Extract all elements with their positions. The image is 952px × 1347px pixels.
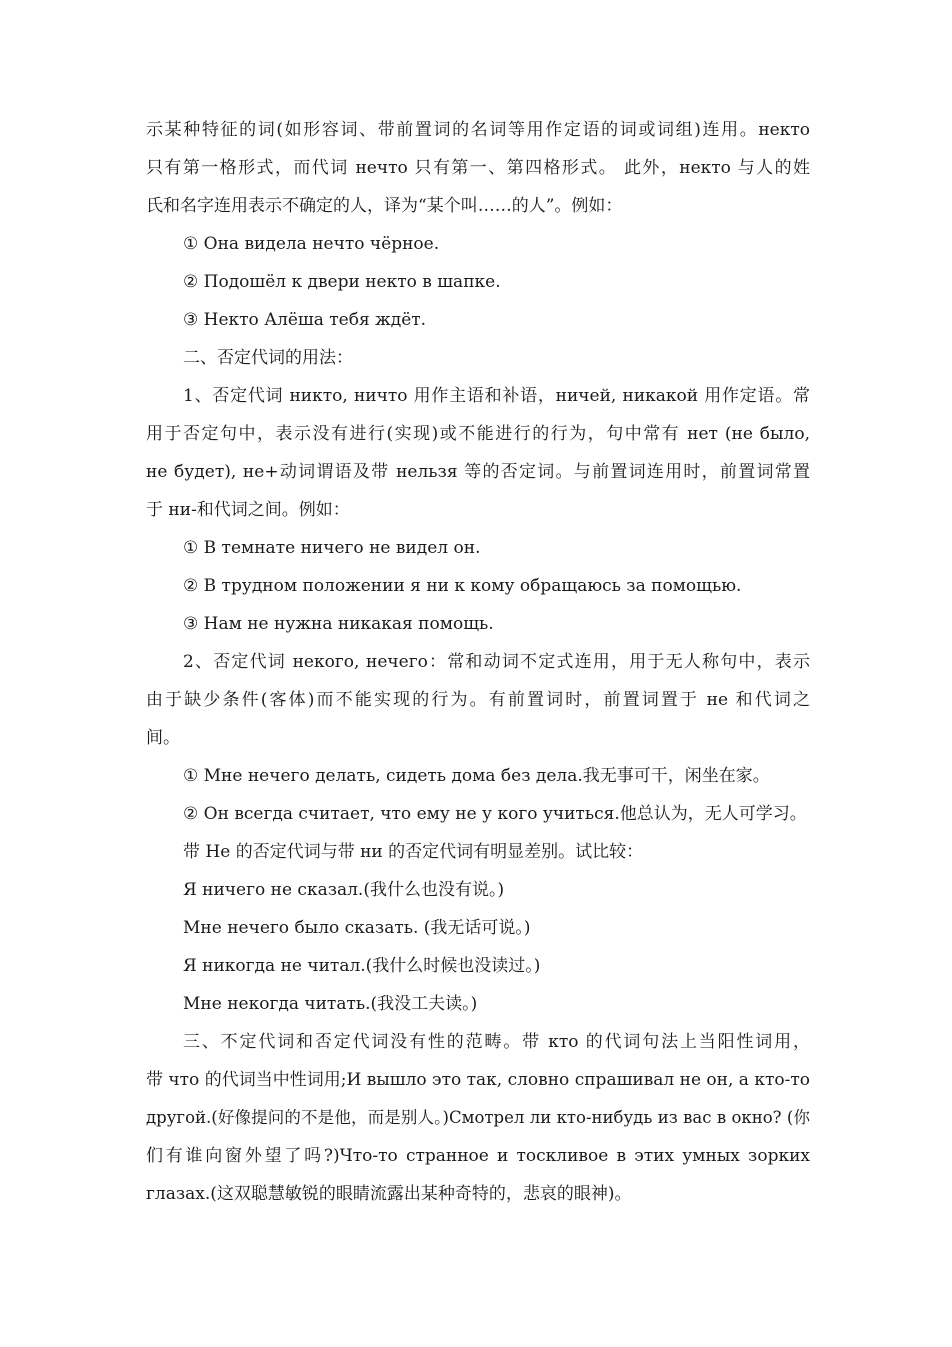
text-line: 只有第一格形式，而代词 нечто 只有第一、第四格形式。 此外，некто 与人的姓 bbox=[146, 158, 810, 178]
section-heading: 二、否定代词的用法： bbox=[183, 348, 353, 368]
example-line: ① Мне нечего делать, сидеть дома без дела.我无事可干，闲坐在家。 bbox=[183, 766, 770, 786]
text-line: 用于否定句中，表示没有进行(实现)或不能进行的行为，句中常有 нет (не было, bbox=[146, 424, 810, 444]
example-line: ② Он всегда считает, что ему не у кого учиться.他总认为，无人可学习。 bbox=[183, 804, 807, 824]
example-line: ② Подошёл к двери некто в шапке. bbox=[183, 272, 501, 292]
example-line: Мне нечего было сказать. (我无话可说。) bbox=[183, 918, 531, 938]
text-line: 带 Не 的否定代词与带 ни 的否定代词有明显差别。试比较： bbox=[183, 842, 644, 862]
text-line: 1、否定代词 никто, ничто 用作主语和补语，ничей, никакой 用作定语。常 bbox=[183, 386, 810, 406]
text-line: 带 что 的代词当中性词用;И вышло это так, словно спрашивал не он, а кто-то bbox=[146, 1070, 810, 1090]
text-line: другой.(好像提问的不是他，而是别人。)Смотрел ли кто-нибудь из вас в окно? (你 bbox=[146, 1108, 810, 1127]
example-line: Мне некогда читать.(我没工夫读。) bbox=[183, 994, 478, 1014]
text-line: 于 ни-和代词之间。例如： bbox=[146, 500, 350, 520]
text-line: 2、否定代词 некого, нечего：常和动词不定式连用，用于无人称句中，表示 bbox=[183, 652, 810, 672]
text-line: 间。 bbox=[146, 728, 180, 748]
text-line: не будет), не+动词谓语及带 нельзя 等的否定词。与前置词连用时，前置词常置 bbox=[146, 462, 810, 482]
example-line: ③ Нам не нужна никакая помощь. bbox=[183, 614, 494, 634]
example-line: Я никогда не читал.(我什么时候也没读过。) bbox=[183, 956, 541, 976]
example-line: ③ Некто Алёша тебя ждёт. bbox=[183, 310, 427, 330]
example-line: Я ничего не сказал.(我什么也没有说。) bbox=[183, 880, 505, 900]
text-line: 们有谁向窗外望了吗?)Что-то странное и тоскливое в этих умных зорких bbox=[146, 1146, 810, 1166]
text-line: глазах.(这双聪慧敏锐的眼睛流露出某种奇特的，悲哀的眼神)。 bbox=[146, 1184, 632, 1204]
example-line: ② В трудном положении я ни к кому обращаюсь за помощью. bbox=[183, 576, 742, 596]
example-line: ① В темнате ничего не видел он. bbox=[183, 538, 481, 558]
text-line: 三、不定代词和否定代词没有性的范畴。带 кто 的代词句法上当阳性词用， bbox=[183, 1032, 810, 1052]
text-line: 示某种特征的词(如形容词、带前置词的名词等用作定语的词或词组)连用。некто bbox=[146, 120, 810, 140]
text-line: 氏和名字连用表示不确定的人，译为“某个叫……的人”。例如： bbox=[146, 196, 623, 216]
example-line: ① Она видела нечто чёрное. bbox=[183, 234, 440, 254]
text-line: 由于缺少条件(客体)而不能实现的行为。有前置词时，前置词置于 не 和代词之 bbox=[146, 690, 810, 710]
